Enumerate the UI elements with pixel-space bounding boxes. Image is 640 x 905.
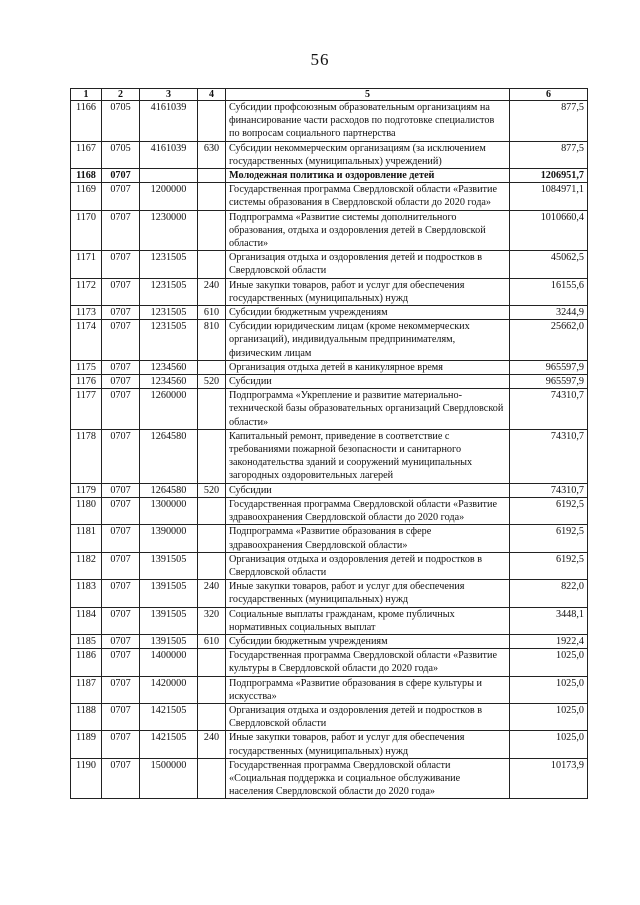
target-code: 1391505 [140, 580, 198, 607]
row-number: 1190 [71, 758, 102, 799]
amount: 965597,9 [510, 360, 588, 374]
table-row [71, 429, 588, 483]
section-code: 0707 [102, 375, 140, 389]
target-code: 1231505 [140, 278, 198, 305]
row-number: 1181 [71, 525, 102, 552]
target-code: 1230000 [140, 210, 198, 251]
item-name: Государственная программа Свердловской области «Развитие системы образования в Свердловской области до 2020 года» [226, 183, 510, 210]
section-code: 0707 [102, 731, 140, 758]
table-row [71, 183, 588, 210]
target-code: 1400000 [140, 649, 198, 676]
expense-type [198, 101, 226, 142]
item-name: Организация отдыха и оздоровления детей и подростков в Свердловской области [226, 251, 510, 278]
expense-type [198, 703, 226, 730]
row-number: 1171 [71, 251, 102, 278]
item-name: Субсидии [226, 375, 510, 389]
item-name: Субсидии [226, 483, 510, 497]
amount: 25662,0 [510, 320, 588, 361]
expense-type: 630 [198, 141, 226, 168]
col-header-1: 1 [71, 89, 102, 101]
item-name: Государственная программа Свердловской области «Развитие здравоохранения Свердловской области до 2020 года» [226, 497, 510, 524]
item-name: Субсидии профсоюзным образовательным организациям на финансирование части расходов по подготовке специалистов по вопросам социального партнерства [226, 101, 510, 142]
section-code: 0707 [102, 634, 140, 648]
target-code: 1231505 [140, 306, 198, 320]
row-number: 1166 [71, 101, 102, 142]
item-name: Субсидии бюджетным учреждениям [226, 306, 510, 320]
section-code: 0707 [102, 429, 140, 483]
amount: 1206951,7 [510, 169, 588, 183]
section-code: 0707 [102, 483, 140, 497]
item-name: Иные закупки товаров, работ и услуг для обеспечения государственных (муниципальных) нужд [226, 278, 510, 305]
section-code: 0707 [102, 210, 140, 251]
expense-type [198, 758, 226, 799]
target-code: 1234560 [140, 360, 198, 374]
item-name: Организация отдыха и оздоровления детей и подростков в Свердловской области [226, 552, 510, 579]
item-name: Государственная программа Свердловской области «Развитие культуры в Свердловской области до 2020 года» [226, 649, 510, 676]
col-header-6: 6 [510, 89, 588, 101]
section-code: 0707 [102, 306, 140, 320]
amount: 6192,5 [510, 525, 588, 552]
expense-type: 320 [198, 607, 226, 634]
col-header-2: 2 [102, 89, 140, 101]
item-name: Социальные выплаты гражданам, кроме публичных нормативных социальных выплат [226, 607, 510, 634]
row-number: 1179 [71, 483, 102, 497]
expense-type [198, 389, 226, 430]
amount: 1025,0 [510, 731, 588, 758]
item-name: Организация отдыха детей в каникулярное время [226, 360, 510, 374]
section-code: 0705 [102, 141, 140, 168]
amount: 74310,7 [510, 483, 588, 497]
col-header-3: 3 [140, 89, 198, 101]
expense-type [198, 360, 226, 374]
section-code: 0707 [102, 497, 140, 524]
row-number: 1178 [71, 429, 102, 483]
expense-type [198, 429, 226, 483]
target-code: 1300000 [140, 497, 198, 524]
table-row [71, 703, 588, 730]
amount: 1010660,4 [510, 210, 588, 251]
table-row [71, 320, 588, 361]
expense-type [198, 676, 226, 703]
amount: 6192,5 [510, 552, 588, 579]
table-row [71, 731, 588, 758]
row-number: 1189 [71, 731, 102, 758]
target-code: 1234560 [140, 375, 198, 389]
expense-type [198, 251, 226, 278]
expense-type [198, 497, 226, 524]
expense-type: 520 [198, 375, 226, 389]
table-row [71, 758, 588, 799]
amount: 6192,5 [510, 497, 588, 524]
table-row [71, 676, 588, 703]
row-number: 1169 [71, 183, 102, 210]
item-name: Капитальный ремонт, приведение в соответствие с требованиями пожарной безопасности и санитарного законодательства зданий и сооружений муниципальных загородных оздоровительных лагерей [226, 429, 510, 483]
table-row [71, 375, 588, 389]
row-number: 1184 [71, 607, 102, 634]
target-code: 4161039 [140, 101, 198, 142]
section-code: 0707 [102, 552, 140, 579]
amount: 965597,9 [510, 375, 588, 389]
item-name: Субсидии юридическим лицам (кроме некоммерческих организаций), индивидуальным предпринимателям, физическим лицам [226, 320, 510, 361]
expense-type [198, 525, 226, 552]
row-number: 1170 [71, 210, 102, 251]
target-code: 1264580 [140, 483, 198, 497]
row-number: 1175 [71, 360, 102, 374]
section-code: 0707 [102, 389, 140, 430]
amount: 1025,0 [510, 649, 588, 676]
section-code: 0707 [102, 703, 140, 730]
expense-type [198, 169, 226, 183]
table-row [71, 525, 588, 552]
table-row [71, 552, 588, 579]
amount: 1025,0 [510, 676, 588, 703]
budget-table [70, 88, 588, 799]
target-code: 1391505 [140, 634, 198, 648]
page-number: 56 [310, 50, 330, 69]
item-name: Подпрограмма «Развитие образования в сфере здравоохранения Свердловской области» [226, 525, 510, 552]
item-name: Подпрограмма «Укрепление и развитие материально-технической базы образовательных организаций Свердловской области» [226, 389, 510, 430]
table-row [71, 306, 588, 320]
expense-type: 610 [198, 306, 226, 320]
amount: 1922,4 [510, 634, 588, 648]
item-name: Подпрограмма «Развитие системы дополнительного образования, отдыха и оздоровления детей в Свердловской области» [226, 210, 510, 251]
expense-type: 240 [198, 731, 226, 758]
amount: 822,0 [510, 580, 588, 607]
item-name: Подпрограмма «Развитие образования в сфере культуры и искусства» [226, 676, 510, 703]
target-code: 1500000 [140, 758, 198, 799]
table-row [71, 360, 588, 374]
amount: 16155,6 [510, 278, 588, 305]
amount: 3244,9 [510, 306, 588, 320]
item-name: Молодежная политика и оздоровление детей [226, 169, 510, 183]
expense-type: 240 [198, 580, 226, 607]
table-row [71, 483, 588, 497]
expense-type [198, 183, 226, 210]
row-number: 1183 [71, 580, 102, 607]
table-row [71, 580, 588, 607]
amount: 877,5 [510, 141, 588, 168]
row-number: 1186 [71, 649, 102, 676]
item-name: Иные закупки товаров, работ и услуг для обеспечения государственных (муниципальных) нужд [226, 731, 510, 758]
section-code: 0707 [102, 758, 140, 799]
target-code [140, 169, 198, 183]
row-number: 1180 [71, 497, 102, 524]
item-name: Государственная программа Свердловской области «Социальная поддержка и социальное обслуживание населения Свердловской области до 2020 года» [226, 758, 510, 799]
target-code: 1391505 [140, 552, 198, 579]
section-code: 0707 [102, 580, 140, 607]
item-name: Субсидии некоммерческим организациям (за исключением государственных (муниципальных) учреждений) [226, 141, 510, 168]
amount: 3448,1 [510, 607, 588, 634]
section-code: 0707 [102, 525, 140, 552]
target-code: 4161039 [140, 141, 198, 168]
expense-type: 240 [198, 278, 226, 305]
col-header-5: 5 [226, 89, 510, 101]
section-code: 0707 [102, 183, 140, 210]
amount: 1025,0 [510, 703, 588, 730]
amount: 877,5 [510, 101, 588, 142]
target-code: 1420000 [140, 676, 198, 703]
section-code: 0707 [102, 169, 140, 183]
row-number: 1182 [71, 552, 102, 579]
target-code: 1391505 [140, 607, 198, 634]
row-number: 1168 [71, 169, 102, 183]
target-code: 1264580 [140, 429, 198, 483]
target-code: 1421505 [140, 703, 198, 730]
target-code: 1231505 [140, 251, 198, 278]
section-code: 0707 [102, 649, 140, 676]
target-code: 1260000 [140, 389, 198, 430]
expense-type: 610 [198, 634, 226, 648]
header-row [71, 89, 588, 101]
target-code: 1390000 [140, 525, 198, 552]
row-number: 1185 [71, 634, 102, 648]
amount: 10173,9 [510, 758, 588, 799]
section-code: 0707 [102, 320, 140, 361]
amount: 45062,5 [510, 251, 588, 278]
row-number: 1188 [71, 703, 102, 730]
table-row [71, 251, 588, 278]
section-code: 0707 [102, 360, 140, 374]
table-row [71, 497, 588, 524]
table-row [71, 389, 588, 430]
section-code: 0705 [102, 101, 140, 142]
expense-type: 520 [198, 483, 226, 497]
row-number: 1177 [71, 389, 102, 430]
table-row [71, 169, 588, 183]
item-name: Организация отдыха и оздоровления детей и подростков в Свердловской области [226, 703, 510, 730]
row-number: 1176 [71, 375, 102, 389]
amount: 74310,7 [510, 429, 588, 483]
item-name: Иные закупки товаров, работ и услуг для обеспечения государственных (муниципальных) нужд [226, 580, 510, 607]
row-number: 1167 [71, 141, 102, 168]
amount: 1084971,1 [510, 183, 588, 210]
table-row [71, 649, 588, 676]
table-row [71, 634, 588, 648]
expense-type: 810 [198, 320, 226, 361]
table-row [71, 607, 588, 634]
target-code: 1231505 [140, 320, 198, 361]
row-number: 1172 [71, 278, 102, 305]
section-code: 0707 [102, 251, 140, 278]
expense-type [198, 210, 226, 251]
col-header-4: 4 [198, 89, 226, 101]
expense-type [198, 649, 226, 676]
section-code: 0707 [102, 278, 140, 305]
section-code: 0707 [102, 676, 140, 703]
table-row [71, 278, 588, 305]
target-code: 1421505 [140, 731, 198, 758]
target-code: 1200000 [140, 183, 198, 210]
table-row [71, 101, 588, 142]
section-code: 0707 [102, 607, 140, 634]
table-row [71, 210, 588, 251]
row-number: 1187 [71, 676, 102, 703]
amount: 74310,7 [510, 389, 588, 430]
row-number: 1174 [71, 320, 102, 361]
table-row [71, 141, 588, 168]
item-name: Субсидии бюджетным учреждениям [226, 634, 510, 648]
expense-type [198, 552, 226, 579]
row-number: 1173 [71, 306, 102, 320]
